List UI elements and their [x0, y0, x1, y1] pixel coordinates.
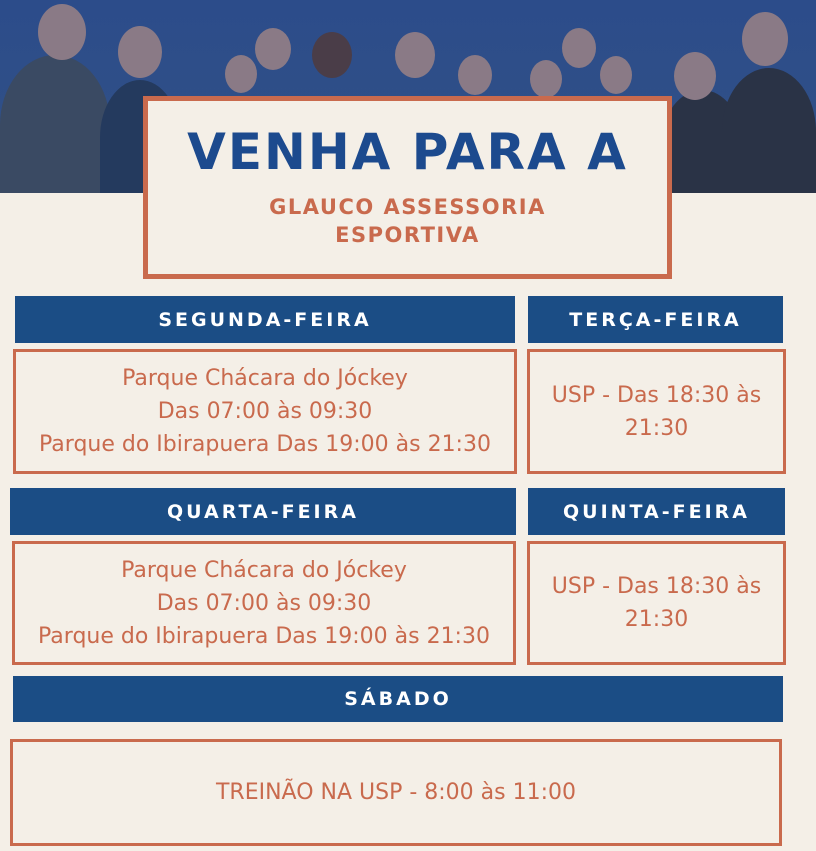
photo-person-head — [458, 55, 492, 95]
photo-person — [0, 55, 110, 193]
photo-person-head — [225, 55, 257, 93]
photo-person-head — [118, 26, 162, 78]
schedule-box-quinta — [527, 541, 786, 665]
schedule-line: Das 07:00 às 09:30 — [156, 590, 372, 616]
photo-person-head — [395, 32, 435, 78]
day-header-segunda: SEGUNDA-FEIRA — [15, 296, 515, 343]
schedule-line: 21:30 — [624, 415, 689, 441]
photo-person-head — [562, 28, 596, 68]
photo-person-head — [600, 56, 632, 94]
schedule-line: TREINÃO NA USP - 8:00 às 11:00 — [215, 780, 577, 805]
day-header-quarta: QUARTA-FEIRA — [10, 488, 516, 535]
title-heading: VENHA PARA A — [187, 123, 628, 181]
schedule-box-sabado — [10, 739, 782, 846]
photo-person-head — [674, 52, 716, 100]
photo-person-head — [742, 12, 788, 66]
day-header-terca: TERÇA-FEIRA — [528, 296, 783, 343]
schedule-box-segunda — [13, 349, 517, 474]
schedule-line: 21:30 — [624, 607, 689, 632]
schedule-box-quarta — [12, 541, 516, 665]
day-header-quinta: QUINTA-FEIRA — [528, 488, 785, 535]
photo-person — [722, 68, 816, 193]
schedule-line: USP - Das 18:30 às — [551, 382, 762, 408]
title-box — [143, 96, 672, 279]
schedule-line: Das 07:00 às 09:30 — [157, 399, 373, 424]
schedule-line: Parque do Ibirapuera Das 19:00 às 21:30 — [39, 432, 491, 457]
schedule-line: USP - Das 18:30 às — [551, 574, 762, 599]
schedule-box-terca — [527, 349, 786, 474]
photo-person-head — [312, 32, 352, 78]
title-sub-line2: ESPORTIVA — [335, 223, 480, 247]
photo-person-head — [530, 60, 562, 98]
photo-person-head — [255, 28, 291, 70]
day-header-sabado: SÁBADO — [13, 676, 783, 722]
title-subheading — [148, 193, 667, 249]
photo-person-head — [38, 4, 86, 60]
schedule-line: Parque Chácara do Jóckey — [122, 366, 408, 391]
schedule-line: Parque Chácara do Jóckey — [121, 557, 407, 583]
title-sub-line1: GLAUCO ASSESSORIA — [269, 195, 546, 219]
schedule-line: Parque do Ibirapuera Das 19:00 às 21:30 — [38, 623, 490, 649]
